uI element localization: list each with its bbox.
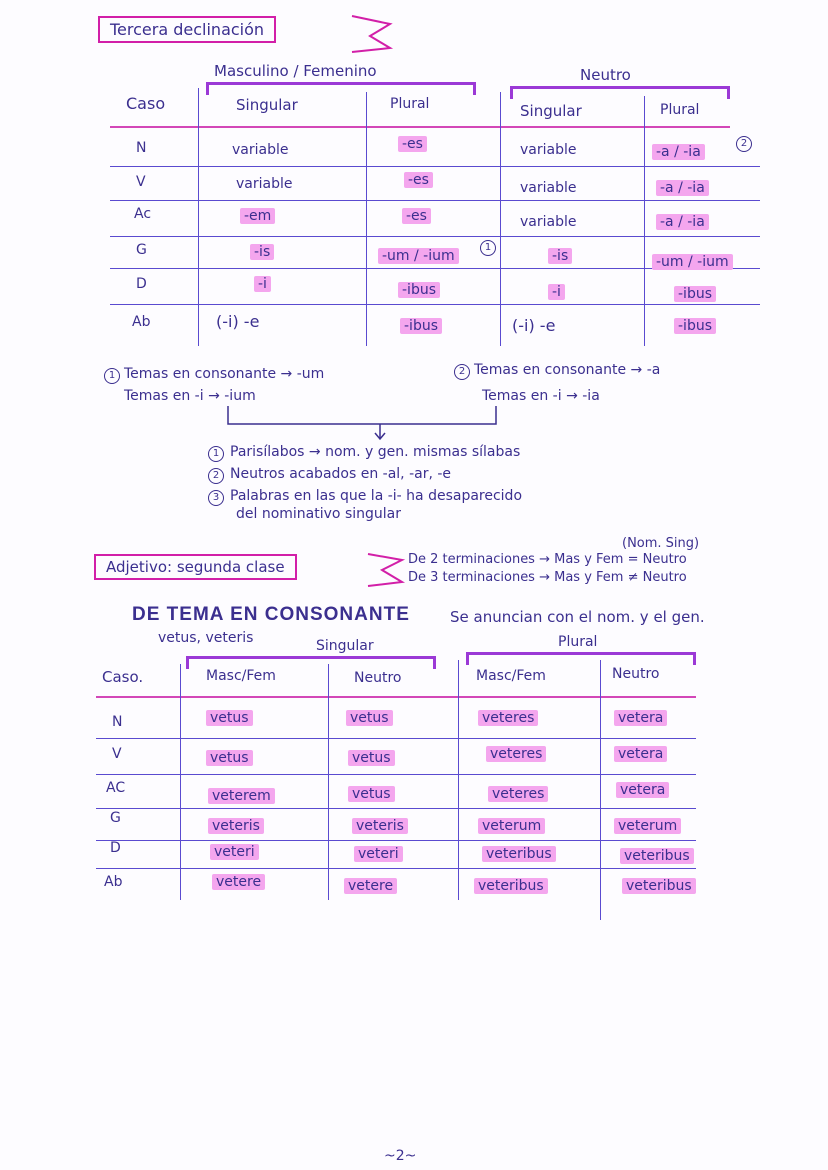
cell-n-plural: -ibus [674, 286, 716, 302]
row-divider [96, 868, 696, 869]
group-plural-label: Plural [558, 634, 598, 650]
cell-n-plural: -a / -ia [652, 144, 705, 160]
announce-text: Se anuncian con el nom. y el gen. [450, 608, 705, 626]
list-number-2: 2 [208, 468, 224, 484]
note2-line2: Temas en -i → -ia [482, 388, 600, 404]
row-divider [96, 774, 696, 775]
cell-sg-masc-fem: vetus [206, 750, 253, 766]
cell-mf-singular: -is [250, 244, 274, 260]
row-case-label: V [136, 174, 146, 190]
cell-mf-plural: -es [404, 172, 433, 188]
row-case-label: Ac [134, 206, 152, 222]
list-item-2: Neutros acabados en -al, -ar, -e [230, 466, 452, 482]
cell-sg-neutro: veteri [354, 846, 403, 862]
footnote-mark-1: 1 [480, 240, 496, 256]
col-divider [600, 660, 601, 920]
section1-title: Tercera declinación [98, 16, 276, 43]
col-divider [328, 664, 329, 900]
cell-mf-singular: -em [240, 208, 275, 224]
cell-n-singular: (-i) -e [512, 316, 556, 335]
row-case-label: D [136, 276, 147, 292]
row-case-label: N [136, 140, 147, 156]
nom-sing-note: (Nom. Sing) [622, 536, 700, 551]
row-divider [96, 738, 696, 739]
cell-n-singular: variable [520, 214, 577, 230]
cell-pl-neutro: vetera [614, 746, 667, 762]
row-divider [96, 808, 696, 809]
cell-pl-neutro: veterum [614, 818, 681, 834]
cell-pl-neutro: veteribus [620, 848, 694, 864]
row-case-label: N [112, 714, 123, 730]
cell-mf-singular: variable [232, 142, 289, 158]
row-case-label: Ab [104, 874, 123, 890]
cell-n-singular: -is [548, 248, 572, 264]
cell-pl-masc-fem: veteribus [482, 846, 556, 862]
note2-line1: Temas en consonante → -a [474, 362, 661, 378]
note1-line1: Temas en consonante → -um [124, 366, 325, 382]
row-case-label: G [110, 810, 121, 826]
cell-pl-masc-fem: veteribus [474, 878, 548, 894]
row-case-label: G [136, 242, 147, 258]
row-case-label: V [112, 746, 122, 762]
cell-sg-masc-fem: vetere [212, 874, 265, 890]
list-number-3: 3 [208, 490, 224, 506]
cell-mf-plural: -es [402, 208, 431, 224]
col-divider [458, 660, 459, 900]
cell-n-plural: -um / -ium [652, 254, 733, 270]
rule-3-terminations: De 3 terminaciones → Mas y Fem ≠ Neutro [408, 570, 687, 585]
row-case-label: AC [106, 780, 126, 796]
header-pl-neutro: Neutro [612, 666, 660, 682]
cell-sg-masc-fem: veteri [210, 844, 259, 860]
cell-sg-neutro: veteris [352, 818, 408, 834]
header-sg-neutro: Neutro [354, 670, 402, 686]
header-n-singular: Singular [520, 102, 582, 120]
header-mf-singular: Singular [236, 96, 298, 114]
header-caso: Caso [126, 94, 166, 113]
header-mf-plural: Plural [390, 96, 430, 112]
header-n-plural: Plural [660, 102, 700, 118]
cell-n-singular: variable [520, 180, 577, 196]
cell-n-singular: -i [548, 284, 565, 300]
cell-n-plural: -a / -ia [656, 214, 709, 230]
cell-n-singular: variable [520, 142, 577, 158]
cell-pl-masc-fem: veteres [486, 746, 546, 762]
cell-mf-plural: -ibus [400, 318, 442, 334]
cell-pl-neutro: veteribus [622, 878, 696, 894]
row-case-label: Ab [132, 314, 151, 330]
subtitle-tema-consonante: DE TEMA EN CONSONANTE [132, 604, 410, 625]
list-item-3: Palabras en las que la -i- ha desaparecido [230, 488, 523, 504]
note1-line2: Temas en -i → -ium [124, 388, 256, 404]
cell-sg-neutro: vetus [346, 710, 393, 726]
cell-mf-singular: -i [254, 276, 271, 292]
rule-2-terminations: De 2 terminaciones → Mas y Fem = Neutro [408, 552, 687, 567]
list-item-3-continuation: del nominativo singular [236, 506, 401, 522]
section2-title: Adjetivo: segunda clase [94, 554, 297, 580]
header-divider [96, 696, 696, 698]
note1-number: 1 [104, 368, 120, 384]
cell-mf-plural: -ibus [398, 282, 440, 298]
list-item-1: Parisílabos → nom. y gen. mismas sílabas [230, 444, 521, 460]
cell-sg-neutro: vetus [348, 750, 395, 766]
page-number: ~2~ [384, 1148, 417, 1164]
header-caso: Caso. [102, 668, 144, 686]
cell-mf-singular: (-i) -e [216, 312, 260, 331]
row-divider [96, 840, 696, 841]
footnote-mark-2: 2 [736, 136, 752, 152]
note2-number: 2 [454, 364, 470, 380]
col-divider [180, 664, 181, 900]
row-case-label: D [110, 840, 121, 856]
group-masc-fem-label: Masculino / Femenino [214, 62, 377, 80]
cell-n-plural: -a / -ia [656, 180, 709, 196]
cell-sg-neutro: vetere [344, 878, 397, 894]
cell-pl-neutro: vetera [614, 710, 667, 726]
cell-pl-neutro: vetera [616, 782, 669, 798]
cell-sg-masc-fem: veteris [208, 818, 264, 834]
group-singular-label: Singular [316, 638, 374, 654]
group-neutro-label: Neutro [580, 66, 631, 84]
cell-sg-masc-fem: veterem [208, 788, 275, 804]
example-word: vetus, veteris [158, 630, 254, 646]
cell-pl-masc-fem: veterum [478, 818, 545, 834]
cell-pl-masc-fem: veteres [478, 710, 538, 726]
cell-mf-plural: -um / -ium [378, 248, 459, 264]
list-number-1: 1 [208, 446, 224, 462]
cell-sg-neutro: vetus [348, 786, 395, 802]
header-sg-masc-fem: Masc/Fem [206, 668, 276, 684]
cell-n-plural: -ibus [674, 318, 716, 334]
cell-mf-singular: variable [236, 176, 293, 192]
cell-pl-masc-fem: veteres [488, 786, 548, 802]
cell-sg-masc-fem: vetus [206, 710, 253, 726]
cell-mf-plural: -es [398, 136, 427, 152]
header-pl-masc-fem: Masc/Fem [476, 668, 546, 684]
